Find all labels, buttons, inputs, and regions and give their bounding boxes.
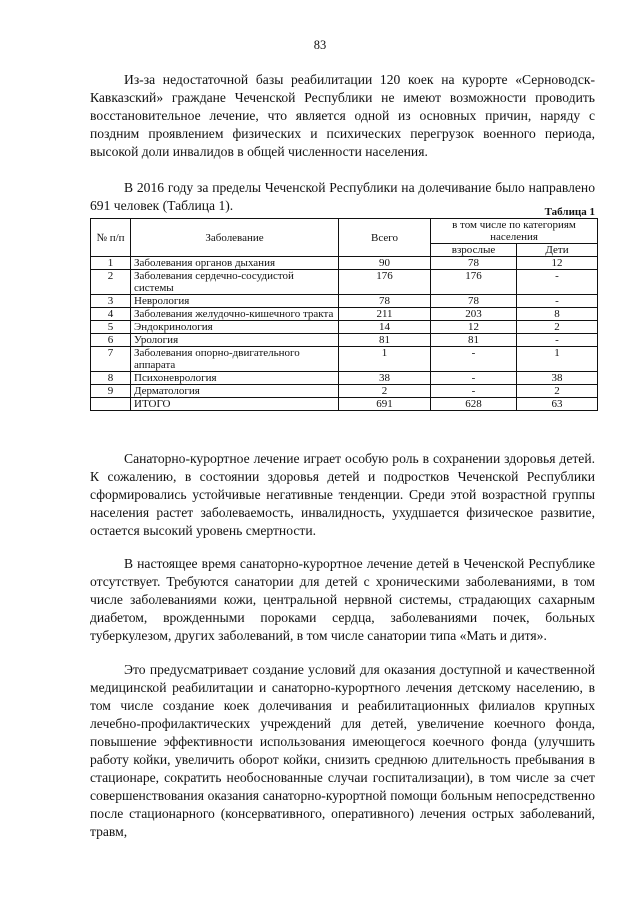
total-num	[91, 398, 131, 411]
row-adults: 78	[431, 295, 517, 308]
page-number: 83	[313, 38, 327, 52]
row-disease: Заболевания опорно-двигательного аппарата	[131, 347, 339, 372]
row-num: 9	[91, 385, 131, 398]
row-children: 38	[517, 372, 598, 385]
paragraph-2016-referrals: В 2016 году за пределы Чеченской Республики на долечивание было направлено 691 человек (Таблица 1).	[90, 180, 595, 213]
row-adults: -	[431, 347, 517, 372]
row-disease: Дерматология	[131, 385, 339, 398]
row-disease: Заболевания органов дыхания	[131, 257, 339, 270]
paragraph-measures: Это предусматривает создание условий для оказания доступной и качественной медицинской реабилитации и санаторно-курортного лечения детскому населению, в том числе создание коек долечивания и реабилитационных филиалов крупных лечебно-профилактических учреждений для детей, увеличение коечного фонда, повышение эффективности использования имеющегося коечного фонда (улучшить работу койки, увеличить оборот койки, снизить среднюю длительность пребывания в стационаре, сократить необоснованные случаи госпитализации), в том числе за счет совершенствования оказания санаторно-курортной помощи больным непосредственно после стационарного (консервативного, оперативного) лечения острых заболеваний, травм,	[90, 662, 595, 839]
total-adults: 628	[431, 398, 517, 411]
row-num: 6	[91, 334, 131, 347]
row-total: 38	[339, 372, 431, 385]
row-children: -	[517, 295, 598, 308]
row-children: -	[517, 334, 598, 347]
row-total: 14	[339, 321, 431, 334]
header-children: Дети	[517, 244, 598, 257]
row-total: 81	[339, 334, 431, 347]
paragraph-rehabilitation-base: Из-за недостаточной базы реабилитации 120 коек на курорте «Серноводск-Кавказский» граждане Чеченской Республики не имеют возможности проводить восстановительное лечение, что является одной из основных причин, наряду с поздним проявлением физических и психических перегрузок военного периода, высокой доли инвалидов в общей численности населения.	[90, 72, 595, 159]
row-total: 78	[339, 295, 431, 308]
row-num: 4	[91, 308, 131, 321]
row-total: 1	[339, 347, 431, 372]
row-disease: Заболевания сердечно-сосудистой системы	[131, 270, 339, 295]
row-disease: Психоневрология	[131, 372, 339, 385]
header-adults: взрослые	[431, 244, 517, 257]
table-row	[91, 385, 598, 398]
header-category-group: в том числе по категориям населения	[431, 219, 598, 244]
header-total: Всего	[339, 219, 431, 257]
total-children: 63	[517, 398, 598, 411]
row-adults: -	[431, 385, 517, 398]
row-children: 8	[517, 308, 598, 321]
total-all: 691	[339, 398, 431, 411]
row-num: 1	[91, 257, 131, 270]
table-caption: Таблица 1	[544, 206, 595, 218]
row-total: 90	[339, 257, 431, 270]
referrals-table	[90, 218, 598, 411]
row-adults: 176	[431, 270, 517, 295]
table-row	[91, 295, 598, 308]
table-total-row	[91, 398, 598, 411]
row-disease: Заболевания желудочно-кишечного тракта	[131, 308, 339, 321]
table-header-row	[91, 219, 598, 244]
table-row	[91, 321, 598, 334]
table-row	[91, 270, 598, 295]
row-disease: Эндокринология	[131, 321, 339, 334]
paragraph-children-sanatoria: В настоящее время санаторно-курортное лечение детей в Чеченской Республике отсутствует. Требуются санатории для детей с хроническими заболеваниями, в том числе заболеваниями кожи, центральной нервной системы, страдающих сахарным диабетом, врожденными пороками сердца, заболеваниями почек, больных туберкулезом, других заболеваний, в том числе санатории типа «Мать и дитя».	[90, 556, 595, 643]
row-num: 8	[91, 372, 131, 385]
row-children: 12	[517, 257, 598, 270]
table-row	[91, 257, 598, 270]
row-total: 211	[339, 308, 431, 321]
row-children: 2	[517, 321, 598, 334]
total-label: ИТОГО	[131, 398, 339, 411]
paragraph-children-health: Санаторно-курортное лечение играет особую роль в сохранении здоровья детей. К сожалению, в состоянии здоровья детей и подростков Чеченской Республики сформировались устойчивые негативные тенденции. Среди этой возрастной группы населения растет заболеваемость, инвалидность, ухудшается физическое развитие, остается высокий уровень смертности.	[90, 451, 595, 538]
header-disease: Заболевание	[131, 219, 339, 257]
row-adults: 203	[431, 308, 517, 321]
row-adults: 78	[431, 257, 517, 270]
table-row	[91, 372, 598, 385]
row-num: 2	[91, 270, 131, 295]
row-num: 7	[91, 347, 131, 372]
table-row	[91, 347, 598, 372]
row-total: 2	[339, 385, 431, 398]
row-num: 5	[91, 321, 131, 334]
row-children: 1	[517, 347, 598, 372]
row-total: 176	[339, 270, 431, 295]
row-num: 3	[91, 295, 131, 308]
row-children: 2	[517, 385, 598, 398]
row-disease: Неврология	[131, 295, 339, 308]
row-adults: 81	[431, 334, 517, 347]
table-row	[91, 334, 598, 347]
row-adults: 12	[431, 321, 517, 334]
table-row	[91, 308, 598, 321]
header-num: № п/п	[91, 219, 131, 257]
row-children: -	[517, 270, 598, 295]
row-adults: -	[431, 372, 517, 385]
row-disease: Урология	[131, 334, 339, 347]
